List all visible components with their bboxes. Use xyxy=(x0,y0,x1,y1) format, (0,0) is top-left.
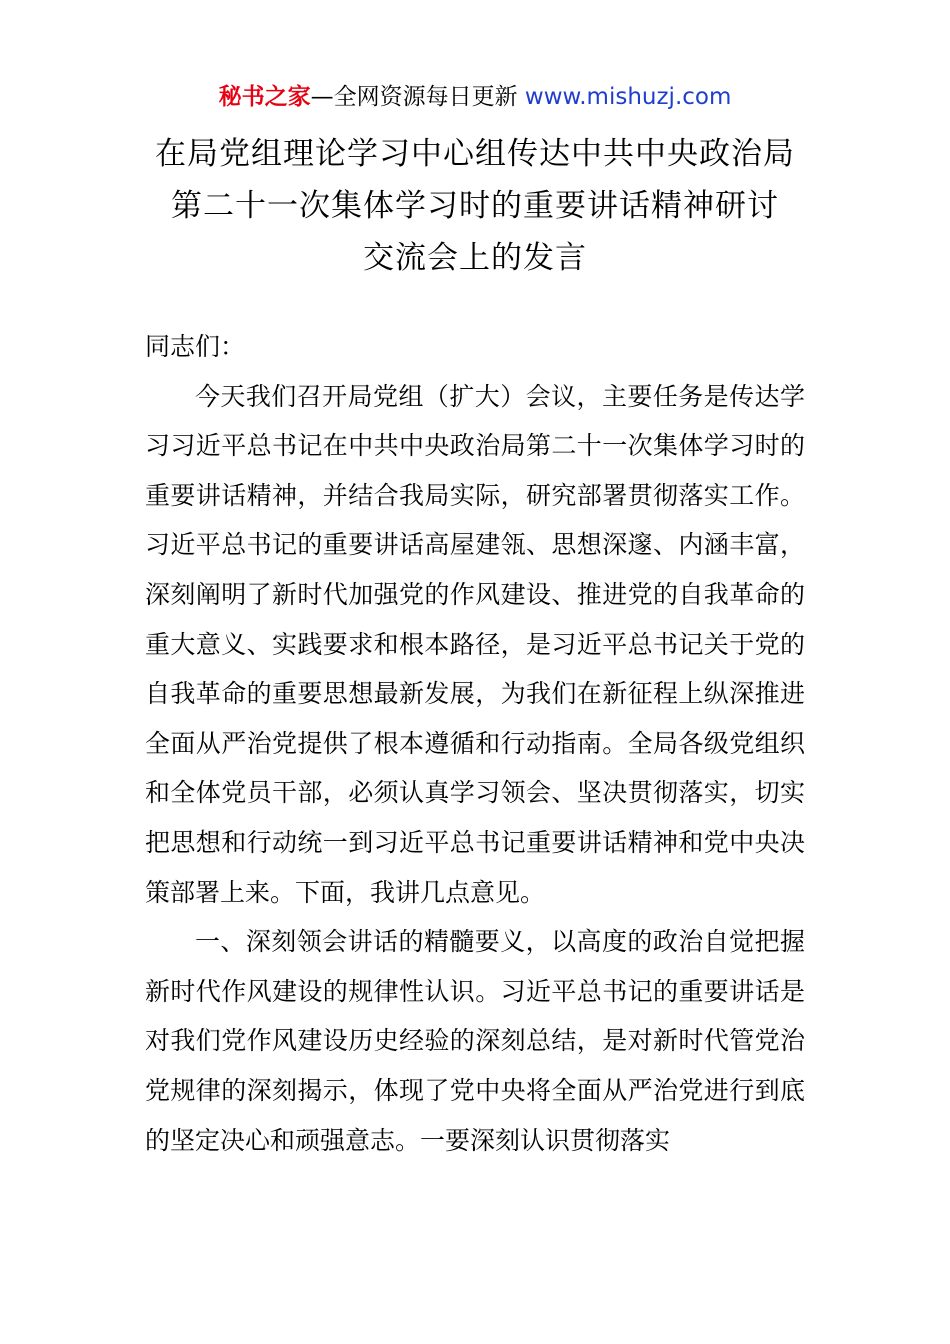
title-line-3: 交流会上的发言 xyxy=(363,240,587,276)
header-slogan: —全网资源每日更新 xyxy=(310,84,525,110)
paragraph-intro: 今天我们召开局党组（扩大）会议，主要任务是传达学习习近平总书记在中共中央政治局第二十一次集体学习时的重要讲话精神，并结合我局实际，研究部署贯彻落实工作。习近平总书记的重要讲话高屋建瓴、思想深邃、内涵丰富，深刻阐明了新时代加强党的作风建设、推进党的自我革命的重大意义、实践要求和根本路径，是习近平总书记关于党的自我革命的重要思想最新发展，为我们在新征程上纵深推进全面从严治党提供了根本遵循和行动指南。全局各级党组织和全体党员干部，必须认真学习领会、坚决贯彻落实，切实把思想和行动统一到习近平总书记重要讲话精神和党中央决策部署上来。下面，我讲几点意见。 xyxy=(145,381,805,907)
site-header xyxy=(0,80,950,114)
document-title xyxy=(40,128,910,284)
paragraph-section-1: 一、深刻领会讲话的精髓要义，以高度的政治自觉把握新时代作风建设的规律性认识。习近平总书记的重要讲话是对我们党作风建设历史经验的深刻总结，是对新时代管党治党规律的深刻揭示，体现了党中央将全面从严治党进行到底的坚定决心和顽强意志。一要深刻认识贯彻落实 xyxy=(145,927,805,1155)
document-body xyxy=(145,322,805,1165)
brand-name: 秘书之家 xyxy=(218,84,311,110)
salutation: 同志们： xyxy=(145,332,246,361)
title-line-2: 第二十一次集体学习时的重要讲话精神研讨 xyxy=(171,188,779,224)
site-url-link[interactable]: www.mishuzj.com xyxy=(524,84,732,110)
title-line-1: 在局党组理论学习中心组传达中共中央政治局 xyxy=(155,136,795,172)
